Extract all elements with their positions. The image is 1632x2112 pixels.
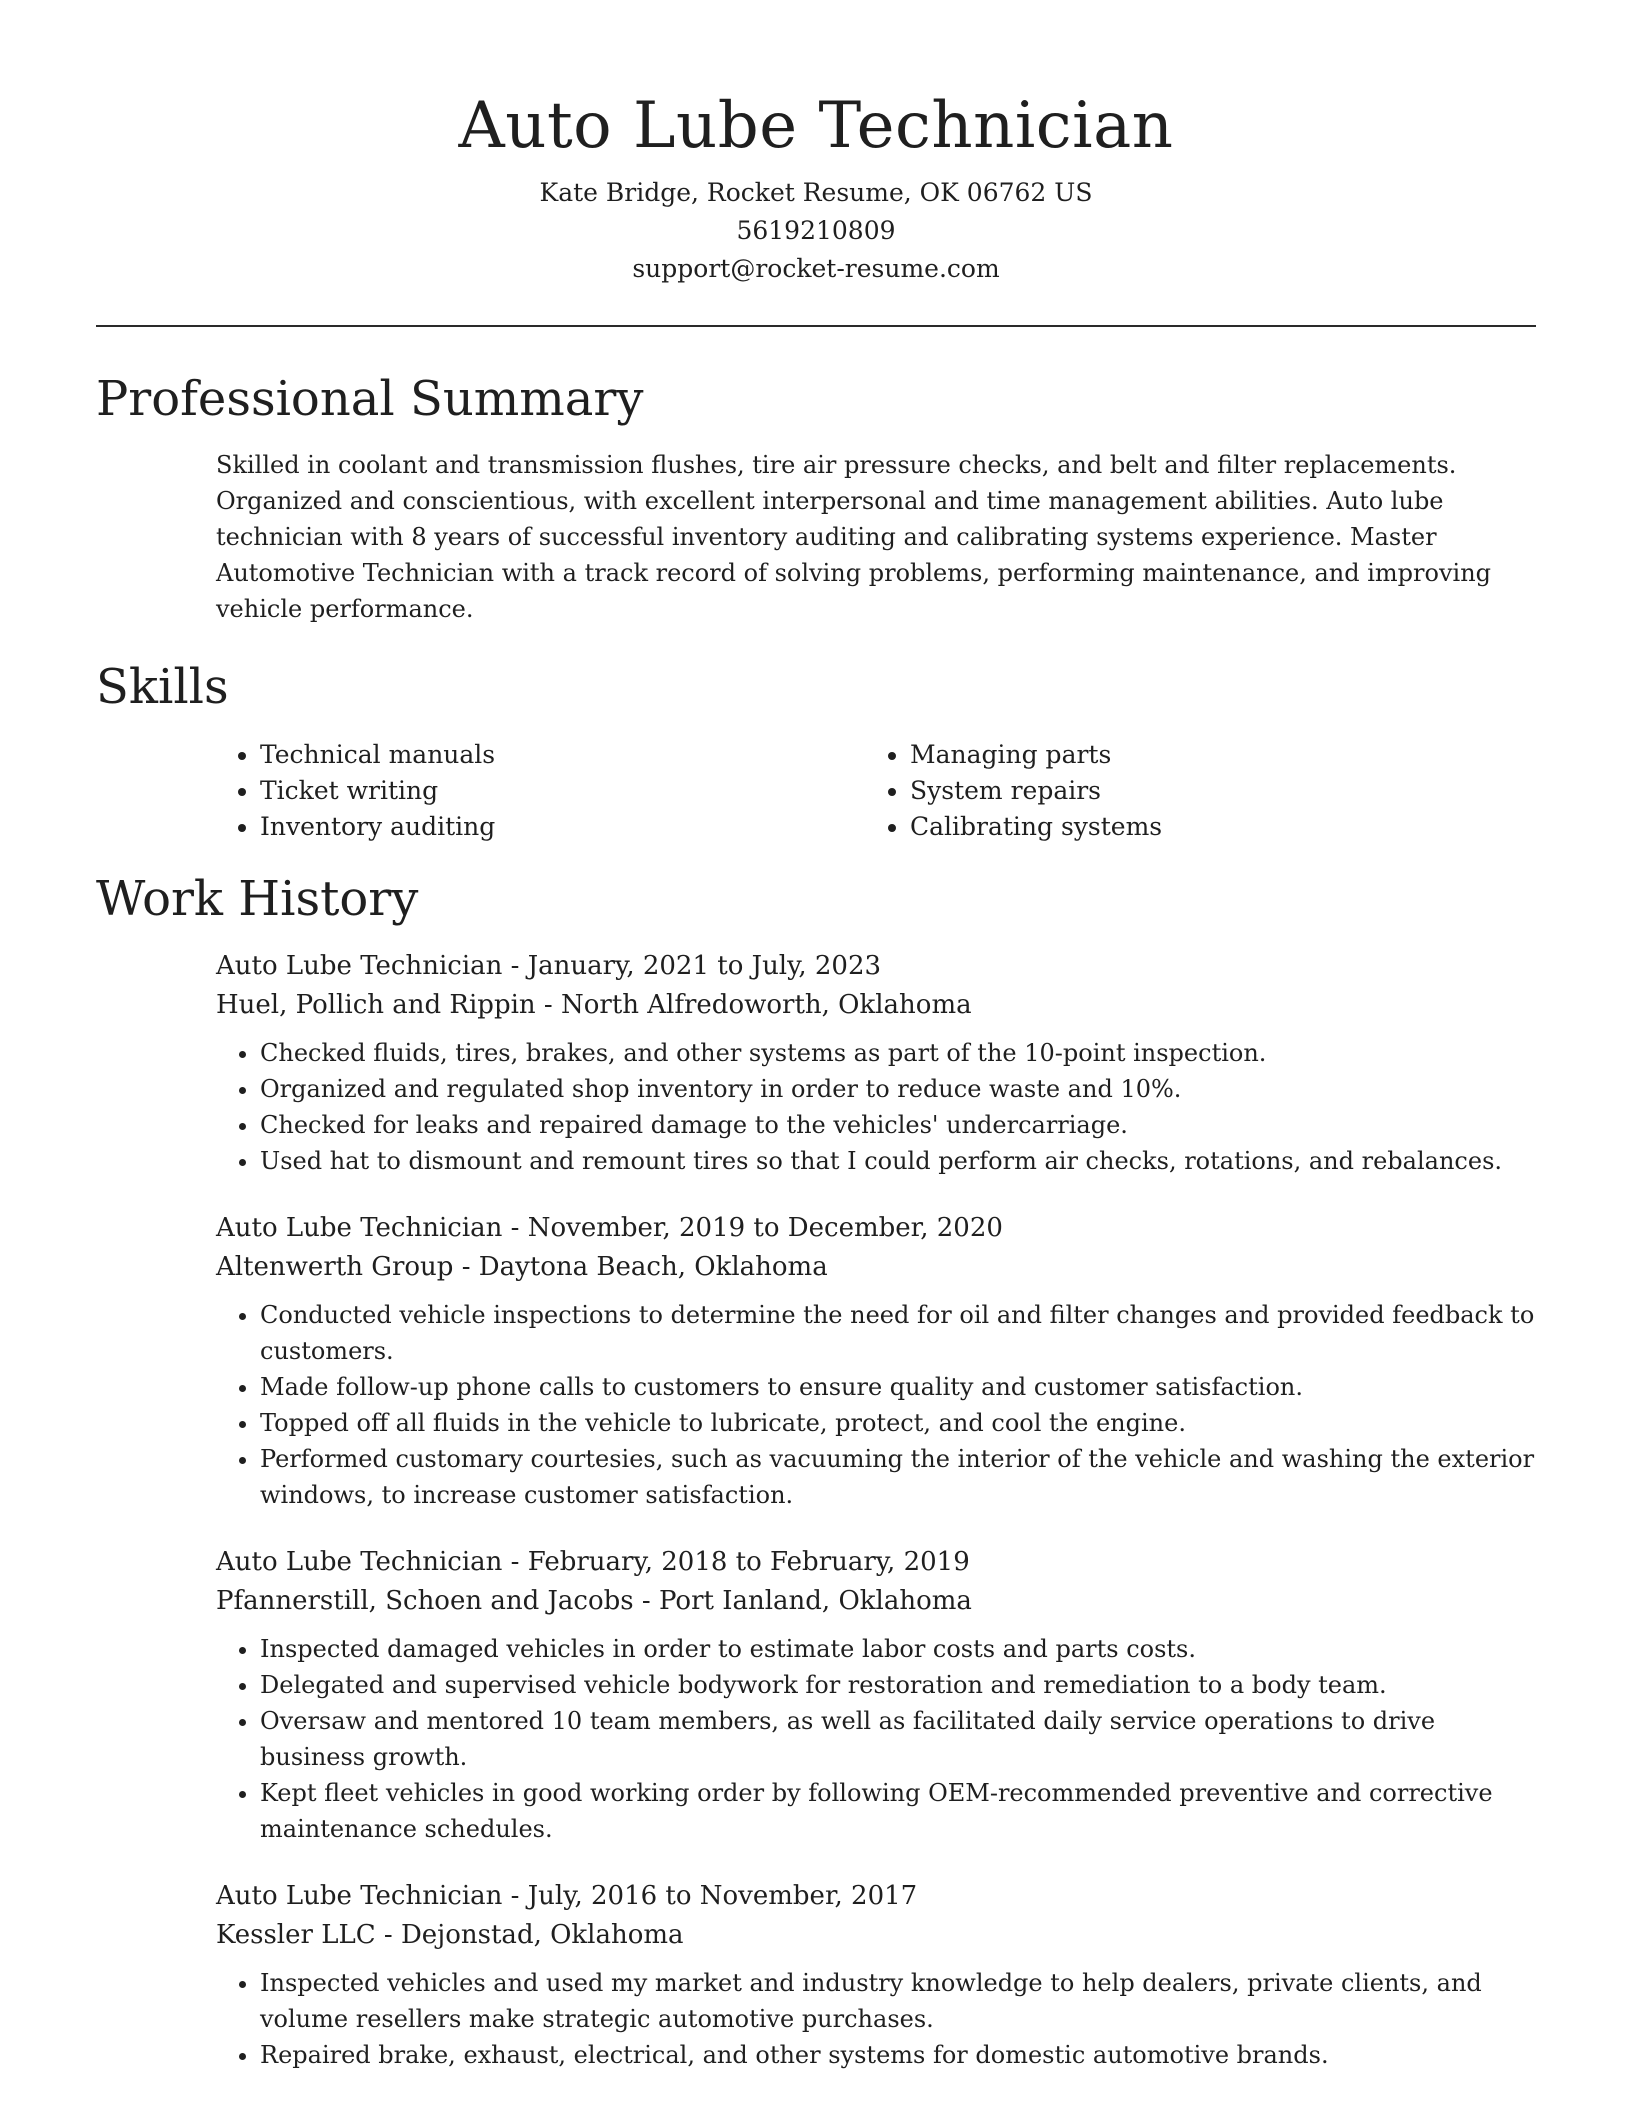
job-entry bbox=[216, 1209, 1536, 1513]
skills-column-right bbox=[866, 737, 1516, 845]
job-bullets bbox=[216, 1965, 1536, 2073]
job-location: Dejonstad, Oklahoma bbox=[400, 1920, 684, 1950]
summary-text: Skilled in coolant and transmission flushes, tire air pressure checks, and belt and filter replacements. Organized and conscientious, with excellent interpersonal and time management abilities. Auto lube technician with 8 years of successful inventory auditing and calibrating systems experience. Master Automotive Technician with a track record of solving problems, performing maintenance, and improving vehicle performance. bbox=[216, 451, 1492, 623]
job-entry bbox=[216, 1543, 1536, 1847]
job-company: Huel, Pollich and Rippin bbox=[216, 990, 536, 1020]
job-bullet: • Used hat to dismount and remount tires so that I could perform air checks, rotations, and rebalances. bbox=[260, 1143, 1536, 1179]
skills-column-left bbox=[216, 737, 866, 845]
job-bullet: • Oversaw and mentored 10 team members, as well as facilitated daily service operations to drive business growth. bbox=[260, 1703, 1536, 1775]
work-history-heading: Work History bbox=[96, 871, 419, 927]
job-title-line: Auto Lube Technician - July, 2016 to November, 2017 bbox=[216, 1881, 918, 1911]
job-dates: February, 2018 to February, 2019 bbox=[527, 1547, 970, 1577]
job-bullet: • Kept fleet vehicles in good working order by following OEM-recommended preventive and corrective maintenance schedules. bbox=[260, 1775, 1536, 1847]
job-bullet: • Made follow-up phone calls to customers to ensure quality and customer satisfaction. bbox=[260, 1369, 1536, 1405]
job-bullet: • Inspected damaged vehicles in order to estimate labor costs and parts costs. bbox=[260, 1631, 1536, 1667]
job-entry bbox=[216, 1877, 1536, 2073]
job-company: Pfannerstill, Schoen and Jacobs bbox=[216, 1586, 634, 1616]
job-bullet: • Repaired brake, exhaust, electrical, and other systems for domestic automotive brands. bbox=[260, 2037, 1536, 2073]
job-location: Daytona Beach, Oklahoma bbox=[478, 1252, 828, 1282]
job-dates: July, 2016 to November, 2017 bbox=[527, 1881, 918, 1911]
job-company-line: Pfannerstill, Schoen and Jacobs - Port Ianland, Oklahoma bbox=[216, 1586, 972, 1616]
job-bullet: • Checked for leaks and repaired damage to the vehicles' undercarriage. bbox=[260, 1107, 1536, 1143]
job-title: Auto Lube Technician bbox=[216, 1547, 503, 1577]
job-bullet: • Inspected vehicles and used my market and industry knowledge to help dealers, private clients, and volume resellers make strategic automotive purchases. bbox=[260, 1965, 1536, 2037]
job-title-line: Auto Lube Technician - November, 2019 to December, 2020 bbox=[216, 1213, 1003, 1243]
resume-title: Auto Lube Technician bbox=[458, 89, 1174, 163]
skill-item: • Managing parts bbox=[910, 737, 1516, 773]
job-bullet: • Performed customary courtesies, such as vacuuming the interior of the vehicle and washing the exterior windows, to increase customer satisfaction. bbox=[260, 1441, 1536, 1513]
job-company-line: Altenwerth Group - Daytona Beach, Oklahoma bbox=[216, 1252, 828, 1282]
job-dates: January, 2021 to July, 2023 bbox=[527, 951, 882, 981]
resume-header bbox=[0, 0, 1632, 288]
job-title-line: Auto Lube Technician - January, 2021 to July, 2023 bbox=[216, 951, 882, 981]
skill-item: • System repairs bbox=[910, 773, 1516, 809]
job-dates: November, 2019 to December, 2020 bbox=[527, 1213, 1003, 1243]
job-bullet: • Topped off all fluids in the vehicle to lubricate, protect, and cool the engine. bbox=[260, 1405, 1536, 1441]
job-location: North Alfredoworth, Oklahoma bbox=[560, 990, 972, 1020]
job-title: Auto Lube Technician bbox=[216, 951, 503, 981]
contact-email: support@rocket-resume.com bbox=[632, 254, 1000, 283]
job-bullet: • Conducted vehicle inspections to determine the need for oil and filter changes and provided feedback to customers. bbox=[260, 1297, 1536, 1369]
contact-phone: 5619210809 bbox=[736, 216, 896, 245]
job-bullet: • Checked fluids, tires, brakes, and other systems as part of the 10-point inspection. bbox=[260, 1035, 1536, 1071]
job-bullet: • Organized and regulated shop inventory in order to reduce waste and 10%. bbox=[260, 1071, 1536, 1107]
job-company: Kessler LLC bbox=[216, 1920, 376, 1950]
job-bullet: • Delegated and supervised vehicle bodywork for restoration and remediation to a body team. bbox=[260, 1667, 1536, 1703]
skill-item: • Calibrating systems bbox=[910, 809, 1516, 845]
contact-address: Kate Bridge, Rocket Resume, OK 06762 US bbox=[539, 178, 1093, 207]
contact-block bbox=[0, 174, 1632, 288]
skills-list bbox=[216, 737, 1632, 845]
skill-item: • Ticket writing bbox=[260, 773, 866, 809]
summary-heading: Professional Summary bbox=[96, 371, 644, 427]
job-title: Auto Lube Technician bbox=[216, 1213, 503, 1243]
job-company-line: Kessler LLC - Dejonstad, Oklahoma bbox=[216, 1920, 684, 1950]
job-bullets bbox=[216, 1631, 1536, 1847]
job-title: Auto Lube Technician bbox=[216, 1881, 503, 1911]
job-bullets bbox=[216, 1035, 1536, 1179]
job-title-line: Auto Lube Technician - February, 2018 to February, 2019 bbox=[216, 1547, 970, 1577]
job-entry bbox=[216, 947, 1536, 1179]
skill-item: • Technical manuals bbox=[260, 737, 866, 773]
skills-heading: Skills bbox=[96, 659, 229, 715]
job-location: Port Ianland, Oklahoma bbox=[658, 1586, 972, 1616]
job-company-line: Huel, Pollich and Rippin - North Alfredoworth, Oklahoma bbox=[216, 990, 972, 1020]
job-bullets bbox=[216, 1297, 1536, 1513]
skill-item: • Inventory auditing bbox=[260, 809, 866, 845]
job-company: Altenwerth Group bbox=[216, 1252, 454, 1282]
header-divider bbox=[96, 325, 1536, 327]
